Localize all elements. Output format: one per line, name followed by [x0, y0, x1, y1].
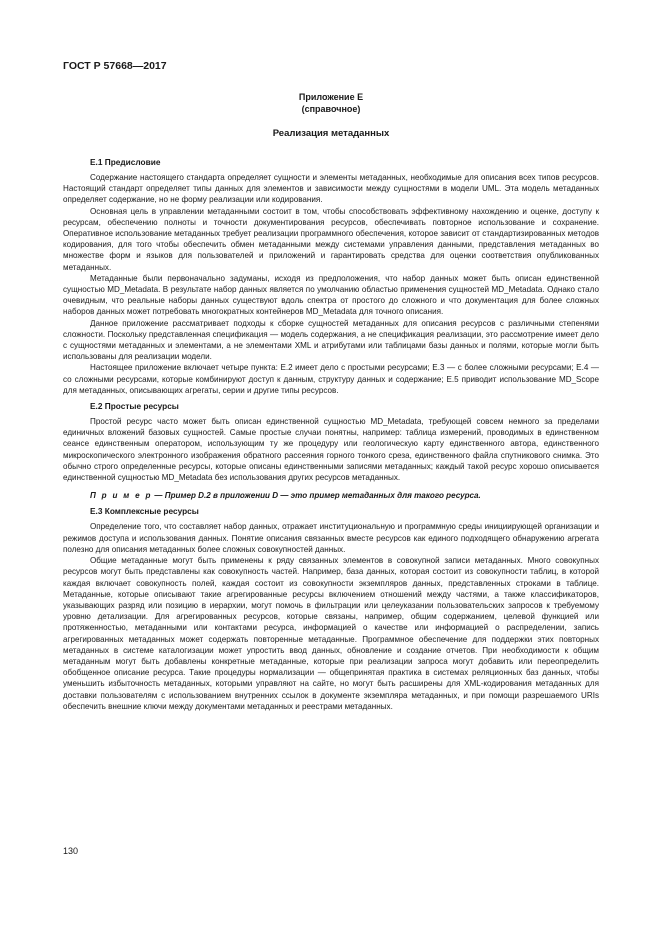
document-body [63, 156, 599, 712]
paragraph: Основная цель в управлении метаданными состоит в том, чтобы способствовать эффективному нахождению и оценке, доступу к ресурсам, обеспечению полноты и точности документирования ресурсов, обеспечивать повторное использование и сохранение. Оперативное использование метаданных требует реализации программного обеспечения, которое зависит от стандартизированных методов кодирования, для того чтобы обеспечить обмен метаданными между системами управления данными, представления метаданных во множестве форм и языков для пользователей и приложений и гарантировать средства для оценки соответствия опубликованных метаданных. [63, 206, 599, 272]
example-text: — Пример D.2 в приложении D — это пример метаданных для такого ресурса. [152, 491, 481, 501]
paragraph: Настоящее приложение включает четыре пункта: Е.2 имеет дело с простыми ресурсами; Е.3 — с более сложными ресурсами; Е.4 — со сложными ресурсами, которые комбинируют доступ к данным, структуру данных и содержание; Е.5 приводит использование MD_Scope для метаданных, описывающих агрегаты, серии и другие типы ресурсов. [63, 363, 599, 395]
appendix-heading: Реализация метаданных [272, 128, 390, 139]
paragraph: Определение того, что составляет набор данных, отражает институциональную и программную среды инициирующей организации и режимов доступа и использования данных. Понятие описания связанных вместе ресурсов как единого подходящего обнаружению агрегата полезно для описания метаданных более сложных совокупностей данных. [63, 522, 599, 554]
section-e3-title: Е.3 Комплексные ресурсы [90, 506, 199, 517]
section-e2-title: Е.2 Простые ресурсы [90, 401, 179, 412]
paragraph: Содержание настоящего стандарта определяет сущности и элементы метаданных, необходимые для описания всех типов ресурсов. Настоящий стандарт определяет типы данных для элементов и зависимости между сущностями в модели UML. Эта модель метаданных определяет содержание, но не форму реализации или кодирования. [63, 173, 599, 205]
section-e1-title: Е.1 Предисловие [90, 157, 161, 167]
paragraph: Общие метаданные могут быть применены к ряду связанных элементов в совокупной записи метаданных. Много совокупных ресурсов могут быть представлены как совокупность частей. Например, база данных, которая состоит из совокупности таблиц, в которой каждая включает совокупность полей, каждая состоит из совокупности экземпляров данных, представленных строками в таблице. Метаданные, которые описывают такие агрегированные ресурсы включением отношений между частями, а также классификаторов, указывающих разряд или позицию в иерархии, могут помочь в фильтрации или целеуказании пользовательских запросов к требуемому уровню детализации. Для агрегированных ресурсов, которые связаны, например, общим содержанием, целевой функцией или протяженностью, метаданными или контактами ресурса, информацией о качестве или информацией о распределении, запись агрегированных метаданных может содержать повторенные метаданные. Программное обеспечение для поддержки этих повторных метаданных в системе каталогизации может упростить ввод данных, обновление и создание отчетов. При необходимости к общим метаданным могут быть добавлены конкретные метаданные, которые при реализации запроса могут добавить или переопределить обобщенное описание ресурса. Такие процедуры нормализации — общепринятая практика в системах реляционных баз данных, чтобы уменьшить избыточность метаданных, которыми управляют на сайте, но могут быть расширены для XML-кодирования метаданных для доставки пользователям с использованием внутренних ссылок в документе экземпляра метаданных, и при помощи разрешаемого URIs обеспечить внешние ключи между документами метаданных и реестрами метаданных. [63, 556, 599, 711]
appendix-subtitle: (справочное) [301, 104, 361, 114]
paragraph: Простой ресурс часто может быть описан единственной сущностью MD_Metadata, требующей совсем немного за пределами единичных вложений базовых сущностей. Самые простые случаи понятны, например: таблица измерений, проводимых в единственном сеансе единственным оператором, использующим ту же процедуру или геологическую карту единственного автора, единственного микроскопического электронного изображения обратного рассеяния горного тонкого среза, единственного файла спутникового снимка. Это обычно строго определенные ресурсы, которые описаны единственными записями метаданных; каждый такой ресурс хорошо описывается единственной сущностью MD_Metadata без использования других ресурсов метаданных. [63, 417, 599, 483]
paragraph: Метаданные были первоначально задуманы, исходя из предположения, что набор данных может быть описан единственной сущностью MD_Metadata. В результате набор данных является по умолчанию областью применения сущностей MD_Metadata. Однако стало очевидным, что реальные наборы данных существуют вдоль спектра от простого до сложного и что документация для более сложных наборов данных может потребовать многократных контейнеров MD_Metadata для точного описания. [63, 273, 599, 317]
example-prefix: П р и м е р [90, 491, 153, 501]
appendix-title: Приложение Е [298, 92, 364, 102]
page-number: 130 [63, 846, 79, 856]
example-note [63, 490, 599, 501]
paragraph: Данное приложение рассматривает подходы к сборке сущностей метаданных для описания ресурсов с различными степенями сложности. Поскольку представленная спецификация — модель содержания, а не спецификация реализации, это рассмотрение имеет дело с сущностями метаданных и элементами, а не элементами XML и атрибутами или таблицами базы данных и полями, которые могли быть использованы для реализации модели. [63, 318, 599, 362]
standard-header: ГОСТ Р 57668—2017 [63, 60, 167, 72]
